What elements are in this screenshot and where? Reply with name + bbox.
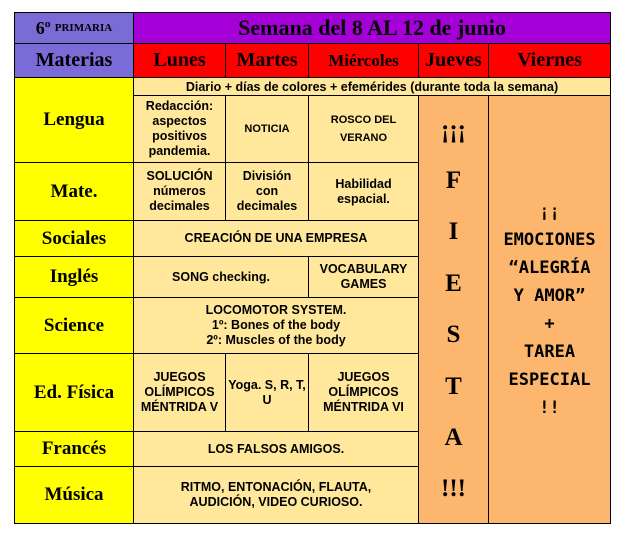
activity-mate-martes: División con decimales: [225, 162, 309, 221]
subject-edfisica: Ed. Física: [14, 353, 134, 432]
subject-ingles: Inglés: [14, 256, 134, 298]
subject-mate: Mate.: [14, 162, 134, 221]
day-jueves: Jueves: [418, 43, 489, 78]
day-lunes: Lunes: [133, 43, 226, 78]
subject-musica: Música: [14, 466, 134, 524]
fiesta-open: ¡¡¡: [441, 115, 466, 143]
fiesta-letter-i: I: [448, 218, 459, 246]
day-viernes: Viernes: [488, 43, 611, 78]
activity-ingles-miercoles: VOCABULARY GAMES: [308, 256, 419, 298]
subject-frances: Francés: [14, 431, 134, 467]
activity-frances: LOS FALSOS AMIGOS.: [133, 431, 419, 467]
grade-primaria: PRIMARIA: [54, 22, 113, 34]
activity-sociales: CREACIÓN DE UNA EMPRESA: [133, 220, 419, 257]
week-banner: Diario + días de colores + efemérides (durante toda la semana): [133, 77, 611, 96]
jueves-fiesta: [418, 95, 489, 524]
fiesta-letter-s: S: [446, 321, 461, 349]
activity-ingles-lunes-martes: SONG checking.: [133, 256, 309, 298]
viernes-line-close: !!: [539, 398, 560, 418]
grade-label: [14, 12, 134, 44]
activity-musica: RITMO, ENTONACIÓN, FLAUTA, AUDICIÓN, VIDEO CURIOSO.: [133, 466, 419, 524]
activity-mate-miercoles: Habilidad espacial.: [308, 162, 419, 221]
materias-label: Materias: [14, 43, 134, 78]
day-miercoles: Miércoles: [308, 43, 419, 78]
fiesta-close: !!!: [441, 475, 466, 503]
subject-sociales: Sociales: [14, 220, 134, 257]
science-line-3: 2º: Muscles of the body: [206, 333, 346, 347]
viernes-emociones: [488, 95, 611, 524]
activity-lengua-miercoles: ROSCO DEL VERANO: [308, 95, 419, 163]
activity-edfisica-martes: Yoga. S, R, T, U: [225, 353, 309, 432]
viernes-line-open: ¡¡: [539, 202, 560, 222]
subject-science: Science: [14, 297, 134, 354]
day-martes: Martes: [225, 43, 309, 78]
grade-number: 6º: [35, 17, 51, 38]
science-line-1: LOCOMOTOR SYSTEM.: [205, 303, 347, 317]
viernes-line-plus: +: [544, 314, 555, 334]
subject-lengua: Lengua: [14, 77, 134, 163]
viernes-line-especial: ESPECIAL: [508, 370, 591, 390]
viernes-line-tarea: TAREA: [523, 342, 576, 362]
fiesta-letter-e: E: [445, 269, 462, 297]
activity-lengua-martes: NOTICIA: [225, 95, 309, 163]
fiesta-letter-f: F: [445, 167, 462, 195]
activity-mate-lunes: SOLUCIÓN números decimales: [133, 162, 226, 221]
fiesta-letter-a: A: [444, 423, 463, 451]
activity-lengua-lunes: Redacción: aspectos positivos pandemia.: [133, 95, 226, 163]
activity-edfisica-lunes: JUEGOS OLÍMPICOS MÉNTRIDA V: [133, 353, 226, 432]
science-line-2: 1º: Bones of the body: [211, 318, 341, 332]
fiesta-letter-t: T: [445, 372, 462, 400]
activity-science: [133, 297, 419, 354]
viernes-line-emociones: EMOCIONES: [503, 230, 596, 250]
viernes-line-amor: Y AMOR”: [513, 286, 586, 306]
activity-edfisica-miercoles: JUEGOS OLÍMPICOS MÉNTRIDA VI: [308, 353, 419, 432]
week-title: Semana del 8 AL 12 de junio: [133, 12, 611, 44]
viernes-line-alegria: “ALEGRÍA: [508, 258, 591, 278]
